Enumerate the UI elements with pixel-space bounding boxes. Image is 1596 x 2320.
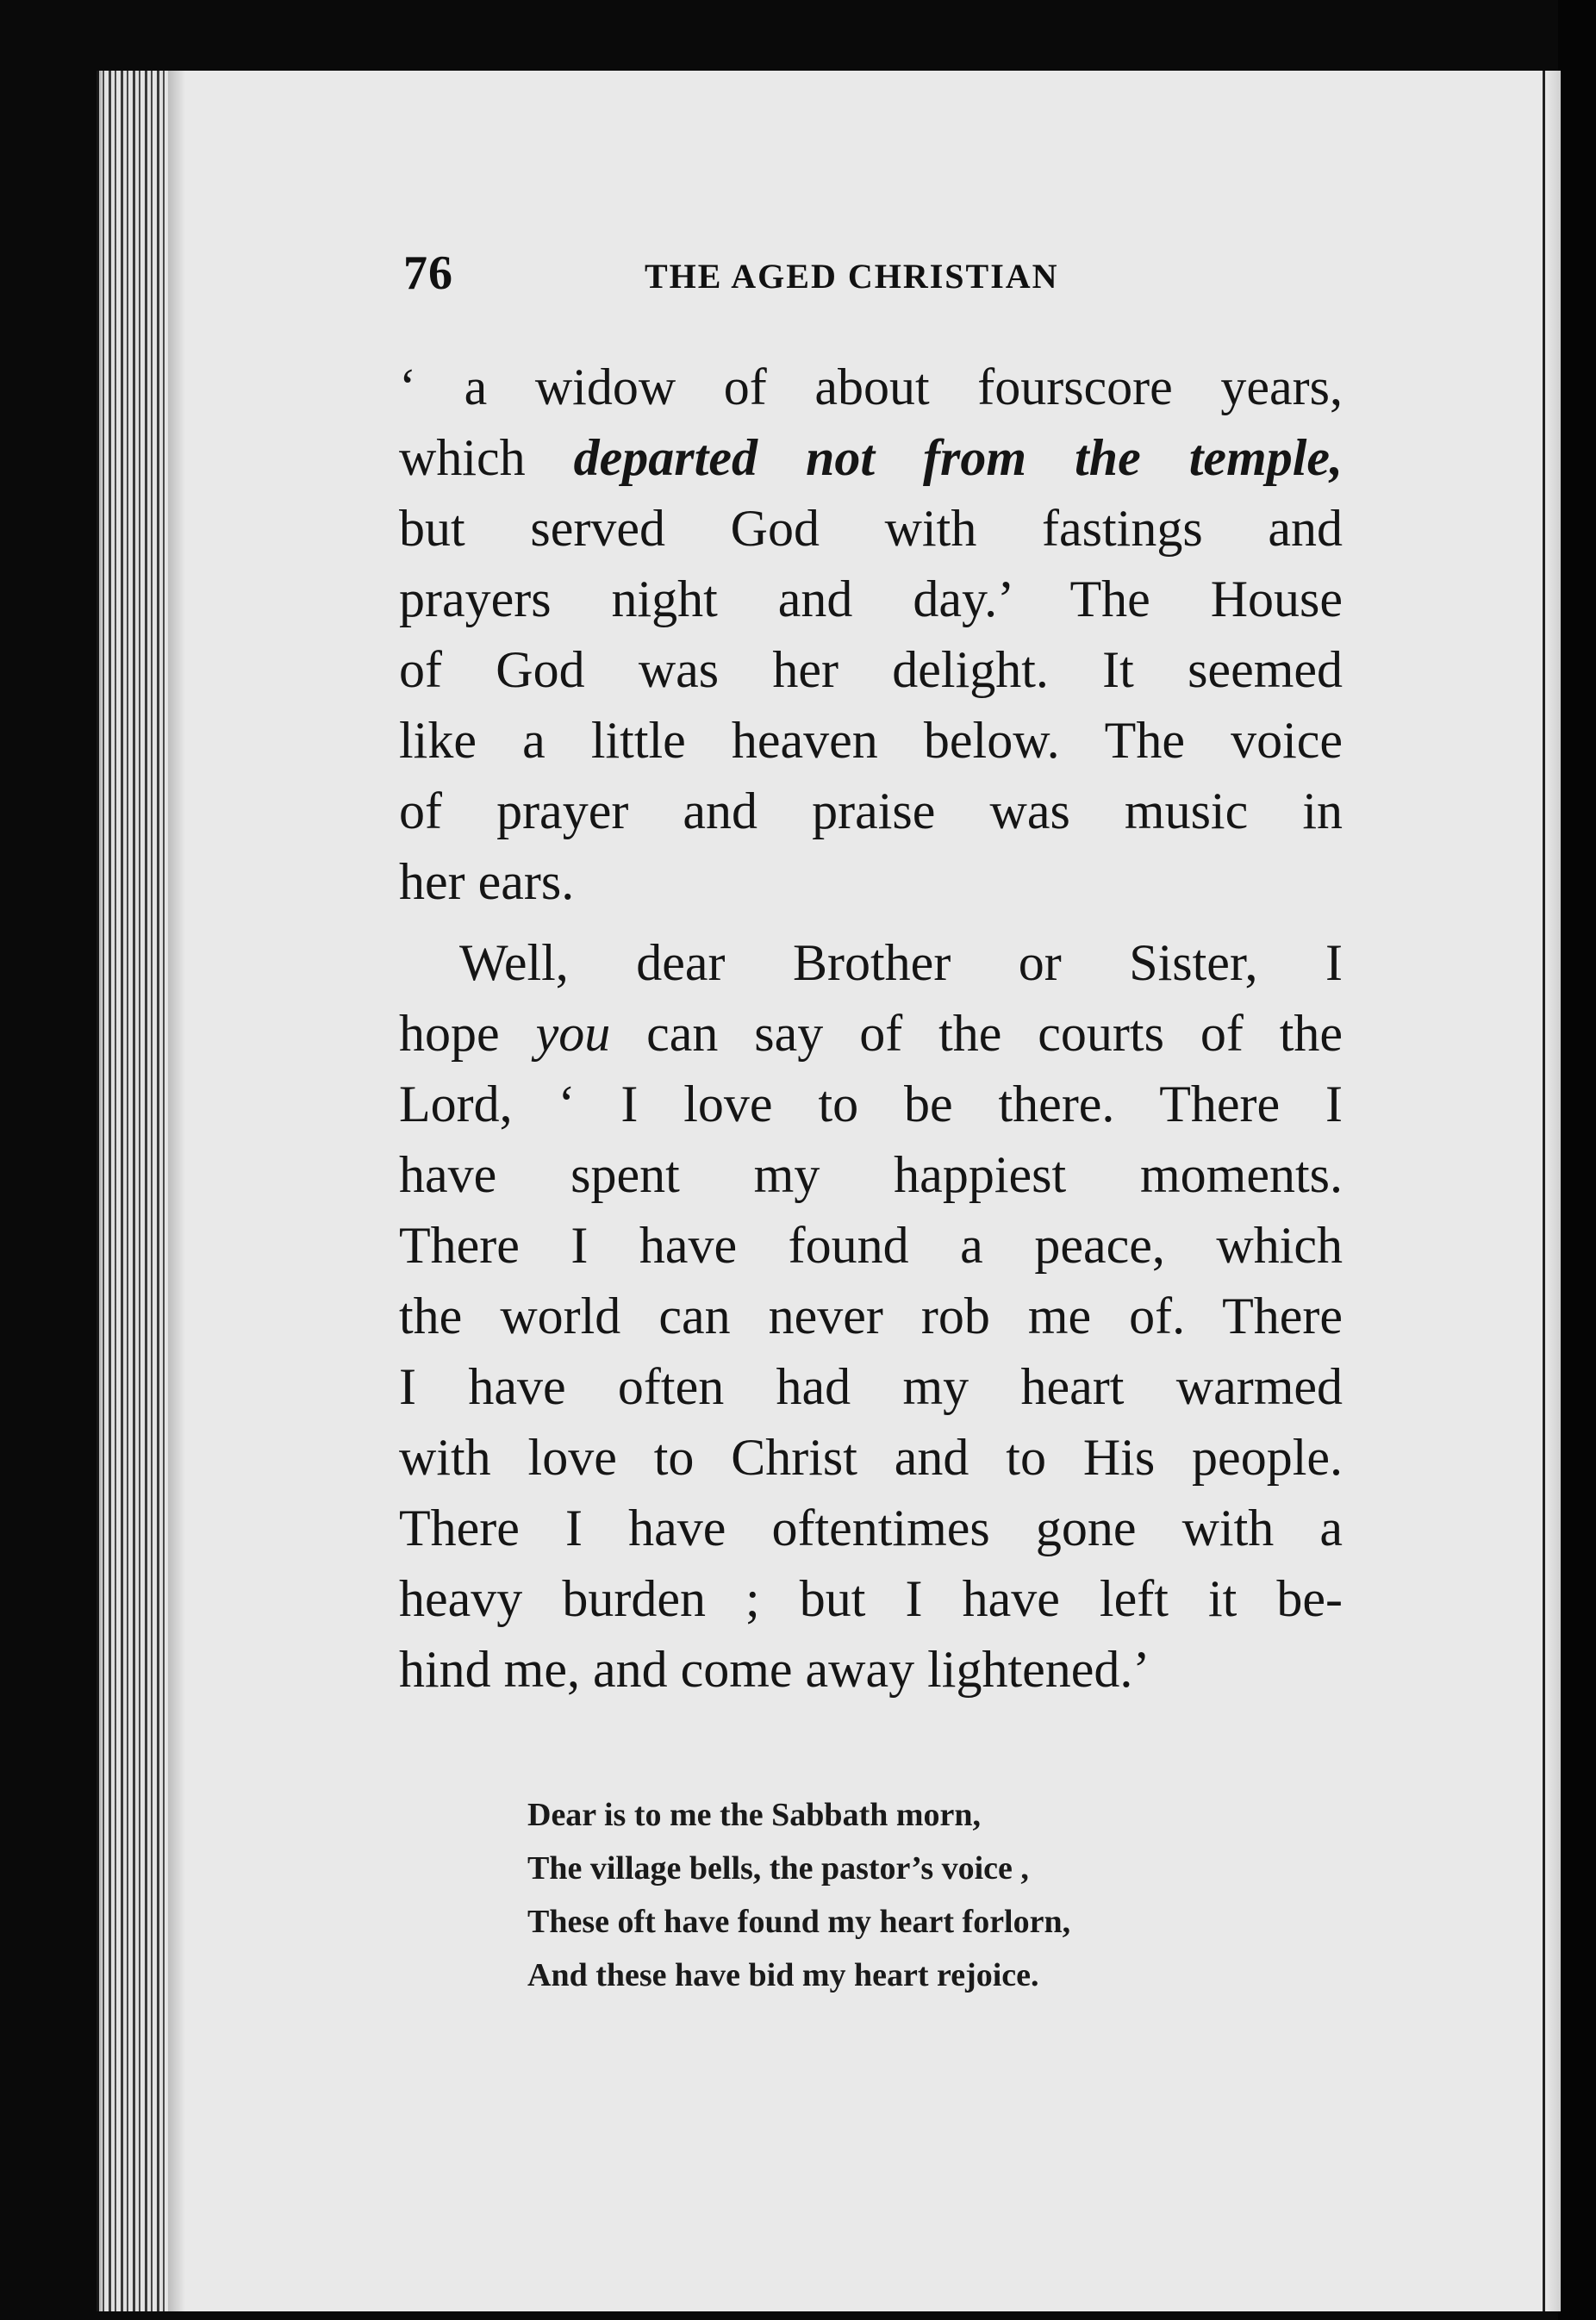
page-header [403, 246, 1368, 315]
spine-shadow [168, 71, 185, 2311]
running-title: THE AGED CHRISTIAN [645, 257, 1059, 296]
page-right-edge [1543, 71, 1561, 2311]
poem-line: Dear is to me the Sabbath morn, [527, 1797, 982, 1833]
italic-phrase: departed not from the temple, [573, 429, 1344, 486]
text-fragment: which [399, 429, 526, 486]
poem-line: And these have bid my heart rejoice. [527, 1957, 1039, 1993]
text-fragment: hope [399, 1005, 500, 1062]
poem-line: The village bells, the pastor’s voice , [527, 1850, 1029, 1887]
text-fragment: can say of the courts of the [646, 1005, 1344, 1062]
text-line: of prayer and praise was music in [399, 783, 1343, 839]
page-number: 76 [403, 246, 453, 300]
text-line: There I have oftentimes gone with a [399, 1500, 1343, 1556]
text-line: prayers night and day.’ The House [399, 571, 1343, 627]
text-line [399, 422, 1343, 493]
text-line: her ears. [399, 853, 575, 910]
text-line: have spent my happiest moments. [399, 1146, 1343, 1203]
text-line: but served God with fastings and [399, 500, 1343, 557]
book-spine [97, 71, 174, 2311]
text-line: the world can never rob me of. There [399, 1288, 1343, 1344]
text-line: like a little heaven below. The voice [399, 712, 1343, 769]
text-line [399, 998, 1343, 1069]
poem-line: These oft have found my heart forlorn, [527, 1904, 1071, 1940]
body-text [399, 352, 1343, 1705]
text-line: ‘ a widow of about fourscore years, [399, 359, 1343, 415]
text-line: of God was her delight. It seemed [399, 641, 1343, 698]
text-line: Lord, ‘ I love to be there. There I [399, 1076, 1343, 1132]
scan-background-right [1558, 0, 1596, 2320]
poem-stanza [527, 1788, 1234, 2002]
text-line: with love to Christ and to His people. [399, 1429, 1343, 1486]
italic-word: you [535, 1005, 611, 1062]
text-line: hind me, and come away lightened.’ [399, 1641, 1150, 1698]
text-line: Well, dear Brother or Sister, I [459, 934, 1343, 991]
text-line: heavy burden ; but I have left it be- [399, 1570, 1343, 1627]
text-line: I have often had my heart warmed [399, 1358, 1343, 1415]
text-line: There I have found a peace, which [399, 1217, 1343, 1274]
